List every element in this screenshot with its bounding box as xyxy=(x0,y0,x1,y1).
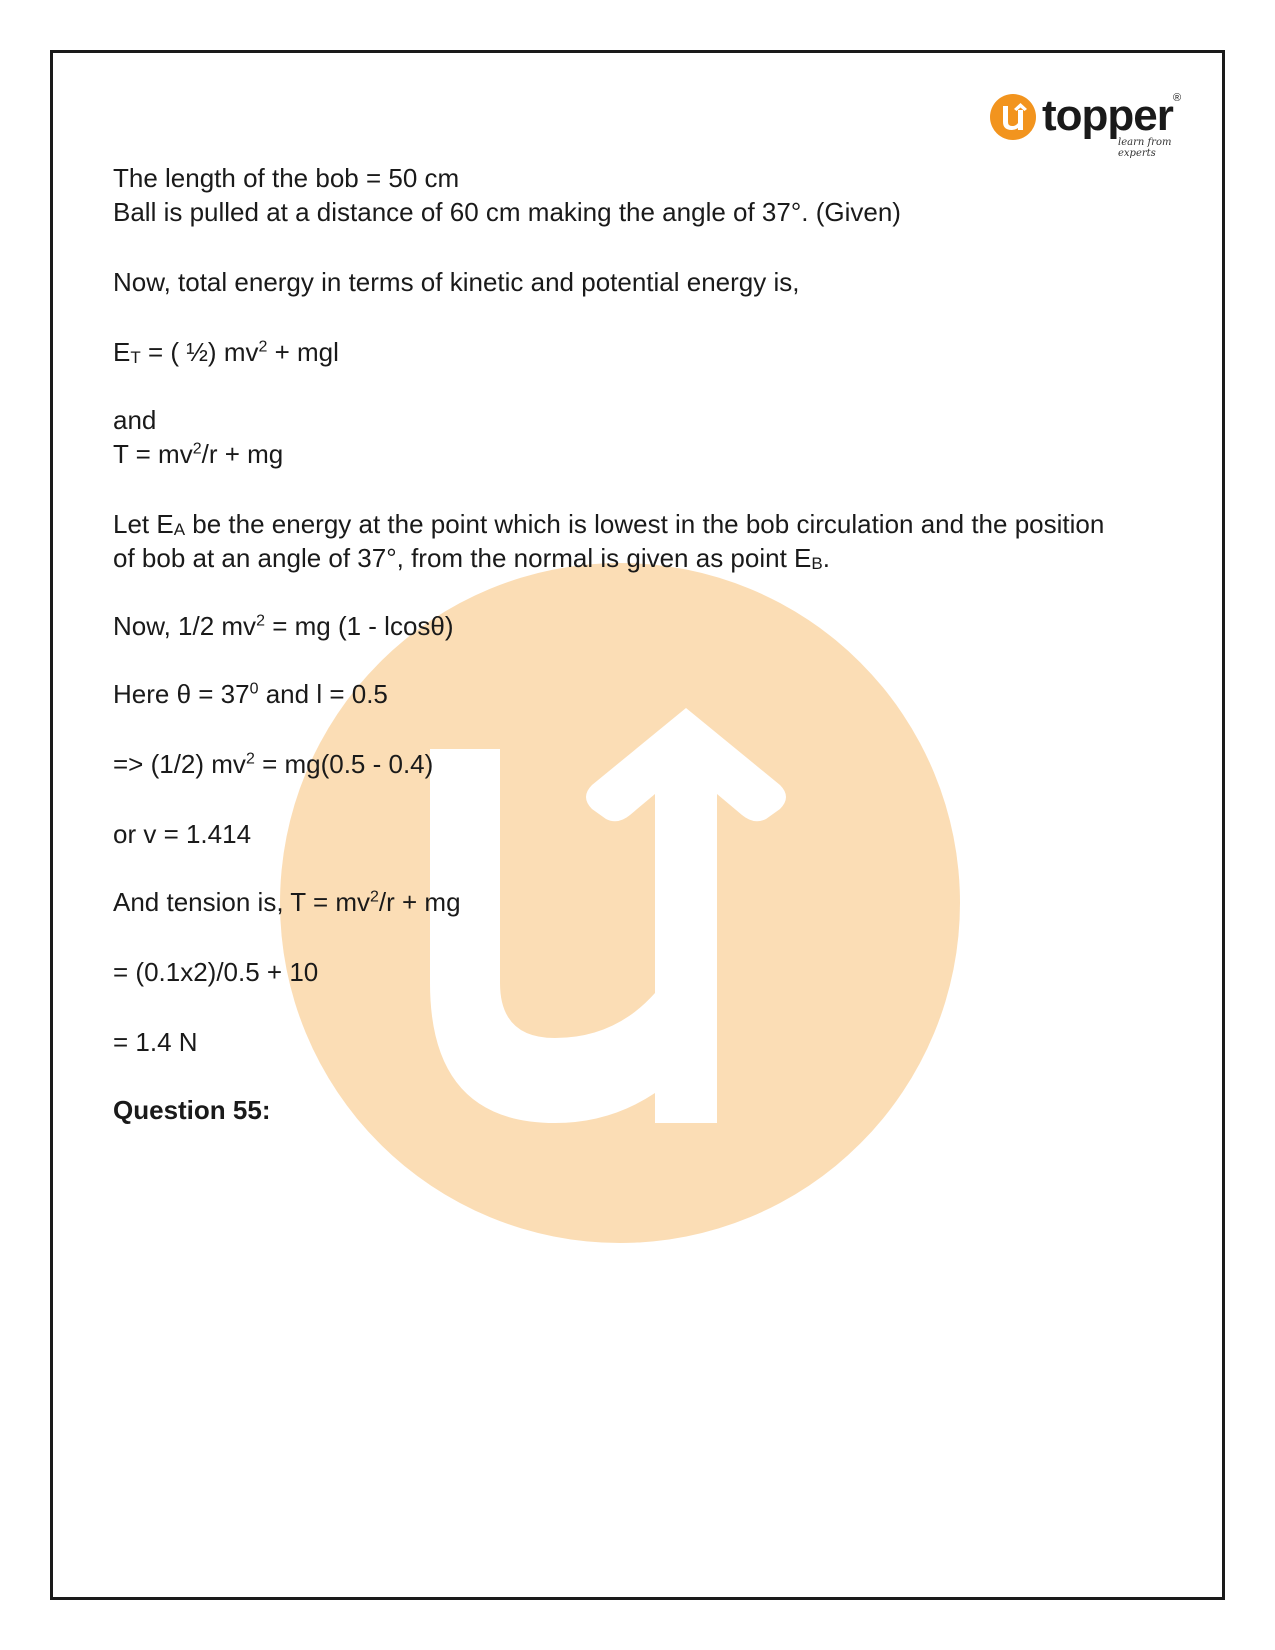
equation-substitution: => (1/2) $mv^2 = mg(0.5 - 0.4)$ xyxy=(113,749,434,779)
text-line-total-energy: Now, total energy in terms of kinetic and potential energy is, xyxy=(113,267,800,297)
text-line-bob-angle: of bob at an angle of 37°, from the normal is given as point $E_B$. xyxy=(113,543,830,573)
equation-tension: $T = mv^2/r$ + mg xyxy=(113,439,284,469)
logo-u-icon xyxy=(990,94,1036,140)
text-line-velocity: or v = 1.414 xyxy=(113,819,252,849)
topper-logo xyxy=(990,90,1190,159)
question-heading: Question 55: xyxy=(113,1095,271,1125)
equation-total-energy: $E_T$ = ( ½) $mv^2$ + mgl xyxy=(113,337,339,367)
logo-tagline: learn from experts xyxy=(1118,137,1172,159)
logo-wordmark: topper xyxy=(1042,91,1173,140)
equation-tension-final: = 1.4 N xyxy=(113,1027,198,1057)
equation-tension-values: = (0.1x2)/0.5 + 10 xyxy=(113,957,319,987)
equation-tension-result: And tension is, $T = mv^2/r$ + mg xyxy=(113,887,461,917)
text-line-and: and xyxy=(113,405,157,435)
logo-registered-mark: ® xyxy=(1173,92,1182,104)
text-line-bob-length: The length of the bob = 50 cm xyxy=(113,163,460,193)
text-line-let-ea: Let $E_A$ be the energy at the point which is lowest in the bob circulation and the position xyxy=(113,509,1105,539)
equation-energy-balance: Now, 1/2 $mv^2$ = mg (1 - lcosθ) xyxy=(113,611,454,641)
text-line-theta-value: Here $\theta = 37^0$ and l = 0.5 xyxy=(113,679,388,709)
text-line-ball-pulled: Ball is pulled at a distance of 60 cm making the angle of 37°. (Given) xyxy=(113,197,901,227)
